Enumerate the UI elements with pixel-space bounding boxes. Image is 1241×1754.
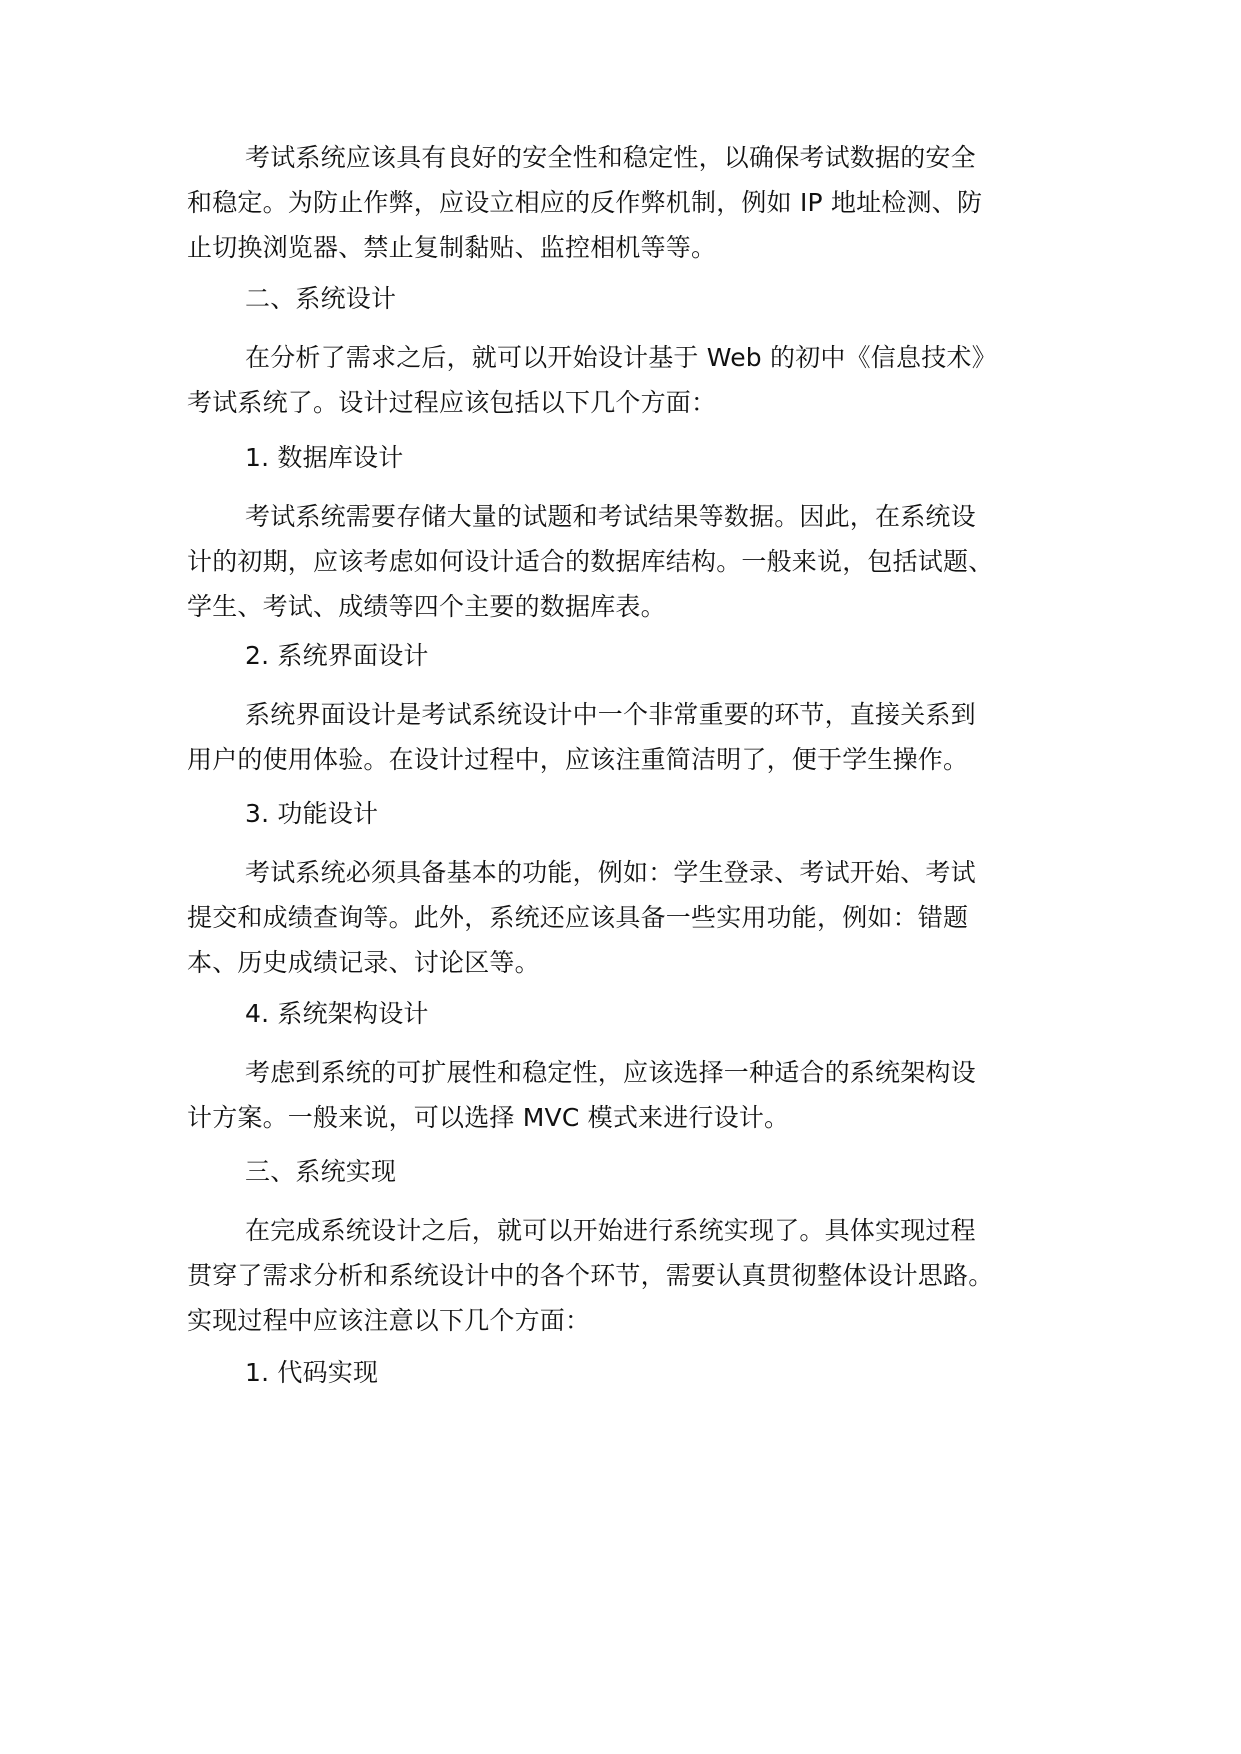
heading-architecture-design: [187, 991, 1087, 1036]
paragraph-line: 考试系统必须具备基本的功能，例如：学生登录、考试开始、考试: [245, 858, 976, 887]
section-heading: 2. 系统界面设计: [245, 641, 429, 670]
paragraph-line: 用户的使用体验。在设计过程中，应该注重简洁明了，便于学生操作。: [187, 745, 969, 774]
heading-system-implementation: [187, 1149, 1087, 1194]
section-heading: 1. 代码实现: [245, 1358, 379, 1387]
section-heading: 1. 数据库设计: [245, 443, 404, 472]
paragraph-line: 贯穿了需求分析和系统设计中的各个环节，需要认真贯彻整体设计思路。: [187, 1261, 994, 1290]
paragraph-line: 考试系统需要存储大量的试题和考试结果等数据。因此，在系统设: [245, 502, 976, 531]
section-heading: 4. 系统架构设计: [245, 999, 429, 1028]
paragraph-line: 提交和成绩查询等。此外，系统还应该具备一些实用功能，例如：错题: [187, 903, 969, 932]
paragraph-architecture: [187, 1050, 1087, 1140]
paragraph-line: 和稳定。为防止作弊，应设立相应的反作弊机制，例如 IP 地址检测、防: [187, 188, 983, 217]
paragraph-line: 学生、考试、成绩等四个主要的数据库表。: [187, 592, 666, 621]
heading-code-implementation: [187, 1350, 1087, 1395]
paragraph-line: 在完成系统设计之后，就可以开始进行系统实现了。具体实现过程: [245, 1216, 976, 1245]
paragraph-function: [187, 850, 1087, 985]
paragraph-line: 考试系统应该具有良好的安全性和稳定性，以确保考试数据的安全: [245, 143, 976, 172]
paragraph-design-intro: [187, 335, 1087, 425]
heading-function-design: [187, 791, 1087, 836]
paragraph-security: [187, 135, 1087, 270]
paragraph-line: 实现过程中应该注意以下几个方面：: [187, 1306, 591, 1335]
paragraph-line: 考虑到系统的可扩展性和稳定性，应该选择一种适合的系统架构设: [245, 1058, 976, 1087]
heading-interface-design: [187, 633, 1087, 678]
paragraph-line: 考试系统了。设计过程应该包括以下几个方面：: [187, 388, 717, 417]
paragraph-line: 本、历史成绩记录、讨论区等。: [187, 948, 540, 977]
section-heading: 二、系统设计: [245, 284, 397, 313]
section-heading: 三、系统实现: [245, 1157, 397, 1186]
paragraph-database: [187, 494, 1087, 629]
paragraph-line: 计的初期，应该考虑如何设计适合的数据库结构。一般来说，包括试题、: [187, 547, 994, 576]
heading-database-design: [187, 435, 1087, 480]
paragraph-line: 系统界面设计是考试系统设计中一个非常重要的环节，直接关系到: [245, 700, 976, 729]
paragraph-line: 计方案。一般来说，可以选择 MVC 模式来进行设计。: [187, 1103, 790, 1132]
paragraph-line: 止切换浏览器、禁止复制黏贴、监控相机等等。: [187, 233, 717, 262]
heading-system-design: [187, 276, 1087, 321]
paragraph-implementation: [187, 1208, 1087, 1343]
paragraph-line: 在分析了需求之后，就可以开始设计基于 Web 的初中《信息技术》: [245, 343, 997, 372]
paragraph-interface: [187, 692, 1087, 782]
section-heading: 3. 功能设计: [245, 799, 379, 828]
